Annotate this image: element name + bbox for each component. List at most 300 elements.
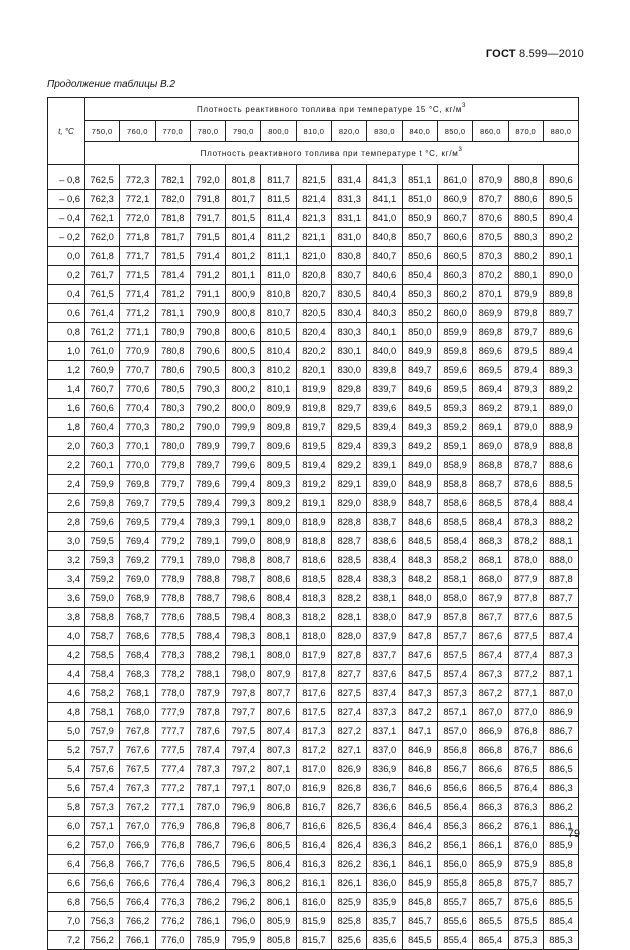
density-cell: 887,4 <box>543 627 578 646</box>
density-cell: 770,7 <box>120 361 155 380</box>
density-cell: 846,6 <box>402 779 437 798</box>
density-cell: 818,9 <box>296 513 331 532</box>
temperature-cell: 5,6 <box>48 779 85 798</box>
density-cell: 859,3 <box>437 399 472 418</box>
density-cell: 771,5 <box>120 266 155 285</box>
density-cell: 890,0 <box>543 266 578 285</box>
density-cell: 840,0 <box>367 342 402 361</box>
density-cell: 788,7 <box>190 589 225 608</box>
density-cell: 858,0 <box>437 589 472 608</box>
density-cell: 762,5 <box>85 165 120 190</box>
density-cell: 838,3 <box>367 570 402 589</box>
density-cell: 789,4 <box>190 494 225 513</box>
density-cell: 890,5 <box>543 190 578 209</box>
density-cell: 779,5 <box>155 494 190 513</box>
density-cell: 807,0 <box>261 779 296 798</box>
density-cell: 828,2 <box>332 589 367 608</box>
density-cell: 850,2 <box>402 304 437 323</box>
density-cell: 777,7 <box>155 722 190 741</box>
density-cell: 819,7 <box>296 418 331 437</box>
density-cell: 779,8 <box>155 456 190 475</box>
density-cell: 875,6 <box>508 893 543 912</box>
density-cell: 818,8 <box>296 532 331 551</box>
density-cell: 860,9 <box>437 190 472 209</box>
density-cell: 798,8 <box>226 551 261 570</box>
density-cell: 787,4 <box>190 741 225 760</box>
density-cell: 817,8 <box>296 665 331 684</box>
density-cell: 810,2 <box>261 361 296 380</box>
density-cell: 825,6 <box>332 931 367 950</box>
density-cell: 876,3 <box>508 798 543 817</box>
density-cell: 792,0 <box>190 165 225 190</box>
density-cell: 849,0 <box>402 456 437 475</box>
density-cell: 806,1 <box>261 893 296 912</box>
density-cell: 781,2 <box>155 285 190 304</box>
density-cell: 840,1 <box>367 323 402 342</box>
density-cell: 870,9 <box>473 165 508 190</box>
density-cell: 796,5 <box>226 855 261 874</box>
density-cell: 811,4 <box>261 209 296 228</box>
density-cell: 816,4 <box>296 836 331 855</box>
density-cell: 809,8 <box>261 418 296 437</box>
density-cell: 868,1 <box>473 551 508 570</box>
density-cell: 776,4 <box>155 874 190 893</box>
table-row <box>48 608 579 627</box>
density-cell: 776,3 <box>155 893 190 912</box>
density-cell: 811,0 <box>261 266 296 285</box>
density-cell: 759,3 <box>85 551 120 570</box>
density-cell: 757,9 <box>85 722 120 741</box>
density-cell: 828,0 <box>332 627 367 646</box>
density-cell: 809,2 <box>261 494 296 513</box>
density-cell: 767,5 <box>120 760 155 779</box>
density-cell: 845,9 <box>402 874 437 893</box>
standard-header <box>486 48 584 60</box>
density-cell: 849,6 <box>402 380 437 399</box>
density-cell: 859,2 <box>437 418 472 437</box>
table-row <box>48 380 579 399</box>
density-cell: 821,5 <box>296 165 331 190</box>
density-cell: 787,9 <box>190 684 225 703</box>
density-cell: 759,9 <box>85 475 120 494</box>
table-row <box>48 165 579 190</box>
density-cell: 787,3 <box>190 760 225 779</box>
density-cell: 840,6 <box>367 266 402 285</box>
density-cell: 809,9 <box>261 399 296 418</box>
density-cell: 791,5 <box>190 228 225 247</box>
table-row <box>48 494 579 513</box>
table-row <box>48 475 579 494</box>
density-cell: 856,0 <box>437 855 472 874</box>
density-cell: 769,4 <box>120 532 155 551</box>
density-cell: 885,3 <box>543 931 578 950</box>
density-cell: 841,0 <box>367 209 402 228</box>
density-cell: 789,9 <box>190 437 225 456</box>
temperature-cell: 3,8 <box>48 608 85 627</box>
density-cell: 789,0 <box>190 551 225 570</box>
density-cell: 828,5 <box>332 551 367 570</box>
density-cell: 850,7 <box>402 228 437 247</box>
density-cell: 887,1 <box>543 665 578 684</box>
density-cell: 780,2 <box>155 418 190 437</box>
density-cell: 786,4 <box>190 874 225 893</box>
density-cell: 756,3 <box>85 912 120 931</box>
density-cell: 870,6 <box>473 209 508 228</box>
density-cell: 757,4 <box>85 779 120 798</box>
density-cell: 770,4 <box>120 399 155 418</box>
density-cell: 847,8 <box>402 627 437 646</box>
density-cell: 836,9 <box>367 760 402 779</box>
density-cell: 766,9 <box>120 836 155 855</box>
density-cell: 836,3 <box>367 836 402 855</box>
temperature-cell: 1,8 <box>48 418 85 437</box>
density-cell: 850,3 <box>402 285 437 304</box>
table-row <box>48 456 579 475</box>
density-cell: 809,5 <box>261 456 296 475</box>
density-cell: 781,7 <box>155 228 190 247</box>
density-cell: 869,5 <box>473 361 508 380</box>
temperature-cell: 6,4 <box>48 855 85 874</box>
density-cell: 816,3 <box>296 855 331 874</box>
density-cell: 768,4 <box>120 646 155 665</box>
density-cell: 788,8 <box>190 570 225 589</box>
density-cell: 879,3 <box>508 380 543 399</box>
density-cell: 851,1 <box>402 165 437 190</box>
table-row <box>48 741 579 760</box>
density-cell: 767,8 <box>120 722 155 741</box>
density-cell: 857,7 <box>437 627 472 646</box>
density-cell: 759,6 <box>85 513 120 532</box>
density-cell: 770,6 <box>120 380 155 399</box>
density-cell: 786,7 <box>190 836 225 855</box>
density-cell: 760,4 <box>85 418 120 437</box>
density-cell: 827,1 <box>332 741 367 760</box>
table-row <box>48 855 579 874</box>
density-cell: 801,7 <box>226 190 261 209</box>
density-15-value: 810,0 <box>296 121 331 142</box>
density-cell: 841,3 <box>367 165 402 190</box>
density-cell: 817,6 <box>296 684 331 703</box>
table-row <box>48 570 579 589</box>
density-cell: 848,3 <box>402 551 437 570</box>
table-row <box>48 931 579 950</box>
density-cell: 806,8 <box>261 798 296 817</box>
density-cell: 757,3 <box>85 798 120 817</box>
density-cell: 836,1 <box>367 855 402 874</box>
density-cell: 820,2 <box>296 342 331 361</box>
density-cell: 877,6 <box>508 608 543 627</box>
density-cell: 796,6 <box>226 836 261 855</box>
density-cell: 867,0 <box>473 703 508 722</box>
density-15-value: 860,0 <box>473 121 508 142</box>
density-cell: 800,6 <box>226 323 261 342</box>
density-cell: 810,1 <box>261 380 296 399</box>
density-cell: 760,6 <box>85 399 120 418</box>
density-cell: 876,0 <box>508 836 543 855</box>
density-cell: 761,0 <box>85 342 120 361</box>
density-cell: 856,8 <box>437 741 472 760</box>
density-cell: 798,6 <box>226 589 261 608</box>
density-cell: 797,7 <box>226 703 261 722</box>
density-cell: 827,5 <box>332 684 367 703</box>
density-cell: 818,3 <box>296 589 331 608</box>
density-cell: 831,3 <box>332 190 367 209</box>
density-cell: 809,6 <box>261 437 296 456</box>
density-cell: 849,7 <box>402 361 437 380</box>
density-cell: 780,9 <box>155 323 190 342</box>
density-cell: 786,1 <box>190 912 225 931</box>
density-cell: 859,1 <box>437 437 472 456</box>
density-cell: 857,1 <box>437 703 472 722</box>
density-cell: 858,2 <box>437 551 472 570</box>
density-cell: 888,9 <box>543 418 578 437</box>
density-cell: 827,7 <box>332 665 367 684</box>
density-cell: 788,2 <box>190 646 225 665</box>
density-cell: 838,1 <box>367 589 402 608</box>
density-cell: 787,8 <box>190 703 225 722</box>
density-15-value: 800,0 <box>261 121 296 142</box>
density-15-value: 830,0 <box>367 121 402 142</box>
table-row <box>48 285 579 304</box>
density-cell: 837,3 <box>367 703 402 722</box>
density-cell: 867,6 <box>473 627 508 646</box>
table-row <box>48 874 579 893</box>
density-cell: 789,7 <box>190 456 225 475</box>
temperature-cell: 2,8 <box>48 513 85 532</box>
density-cell: 845,7 <box>402 912 437 931</box>
density-cell: 809,0 <box>261 513 296 532</box>
density-15-value: 750,0 <box>85 121 120 142</box>
density-cell: 888,4 <box>543 494 578 513</box>
density-cell: 816,6 <box>296 817 331 836</box>
density-cell: 829,2 <box>332 456 367 475</box>
density-cell: 770,0 <box>120 456 155 475</box>
density-cell: 865,4 <box>473 931 508 950</box>
density-cell: 870,7 <box>473 190 508 209</box>
density-cell: 877,2 <box>508 665 543 684</box>
density-cell: 850,4 <box>402 266 437 285</box>
density-cell: 837,0 <box>367 741 402 760</box>
density-cell: 845,5 <box>402 931 437 950</box>
density-cell: 758,7 <box>85 627 120 646</box>
density-15-value: 820,0 <box>332 121 367 142</box>
density-cell: 820,1 <box>296 361 331 380</box>
density-cell: 759,8 <box>85 494 120 513</box>
density-cell: 826,4 <box>332 836 367 855</box>
standard-code: ГОСТ <box>485 48 516 60</box>
density-cell: 828,8 <box>332 513 367 532</box>
density-cell: 887,7 <box>543 589 578 608</box>
density-cell: 772,1 <box>120 190 155 209</box>
density-cell: 887,5 <box>543 608 578 627</box>
density-cell: 778,6 <box>155 608 190 627</box>
density-cell: 835,6 <box>367 931 402 950</box>
density-cell: 828,1 <box>332 608 367 627</box>
density-cell: 758,4 <box>85 665 120 684</box>
density-cell: 818,2 <box>296 608 331 627</box>
density-cell: 825,8 <box>332 912 367 931</box>
density-cell: 869,2 <box>473 399 508 418</box>
density-cell: 787,0 <box>190 798 225 817</box>
density-cell: 808,1 <box>261 627 296 646</box>
temperature-cell: 0,8 <box>48 323 85 342</box>
density-cell: 777,9 <box>155 703 190 722</box>
density-cell: 866,8 <box>473 741 508 760</box>
density-cell: 846,2 <box>402 836 437 855</box>
density-cell: 826,1 <box>332 874 367 893</box>
density-cell: 780,8 <box>155 342 190 361</box>
temperature-cell: 3,2 <box>48 551 85 570</box>
table-row <box>48 418 579 437</box>
density-cell: 808,3 <box>261 608 296 627</box>
temperature-cell: 0,4 <box>48 285 85 304</box>
density-cell: 857,4 <box>437 665 472 684</box>
table-row <box>48 209 579 228</box>
density-cell: 880,6 <box>508 190 543 209</box>
density-cell: 819,4 <box>296 456 331 475</box>
density-cell: 848,5 <box>402 532 437 551</box>
density-cell: 836,0 <box>367 874 402 893</box>
density-cell: 876,4 <box>508 779 543 798</box>
density-cell: 830,7 <box>332 266 367 285</box>
density-cell: 808,6 <box>261 570 296 589</box>
density-cell: 770,3 <box>120 418 155 437</box>
density-cell: 821,1 <box>296 228 331 247</box>
density-cell: 778,5 <box>155 627 190 646</box>
density-cell: 769,8 <box>120 475 155 494</box>
density-cell: 836,4 <box>367 817 402 836</box>
density-cell: 771,4 <box>120 285 155 304</box>
density-cell: 798,7 <box>226 570 261 589</box>
density-cell: 846,1 <box>402 855 437 874</box>
density-cell: 779,2 <box>155 532 190 551</box>
temperature-cell: 1,6 <box>48 399 85 418</box>
temperature-cell: 2,0 <box>48 437 85 456</box>
density-15-value: 760,0 <box>120 121 155 142</box>
temperature-cell: 6,8 <box>48 893 85 912</box>
table-row <box>48 627 579 646</box>
density-cell: 761,2 <box>85 323 120 342</box>
density-cell: 880,3 <box>508 228 543 247</box>
table-row <box>48 247 579 266</box>
density-cell: 860,7 <box>437 209 472 228</box>
density-cell: 781,1 <box>155 304 190 323</box>
density-cell: 865,9 <box>473 855 508 874</box>
density-cell: 849,3 <box>402 418 437 437</box>
density-cell: 810,8 <box>261 285 296 304</box>
table-row <box>48 684 579 703</box>
density-cell: 879,9 <box>508 285 543 304</box>
density-cell: 867,4 <box>473 646 508 665</box>
density-cell: 800,5 <box>226 342 261 361</box>
density-cell: 887,3 <box>543 646 578 665</box>
temperature-cell: 2,6 <box>48 494 85 513</box>
density-cell: 811,1 <box>261 247 296 266</box>
density-cell: 819,5 <box>296 437 331 456</box>
table-row <box>48 798 579 817</box>
density-cell: 827,8 <box>332 646 367 665</box>
density-cell: 826,7 <box>332 798 367 817</box>
density-cell: 830,5 <box>332 285 367 304</box>
density-cell: 799,1 <box>226 513 261 532</box>
density-cell: 867,3 <box>473 665 508 684</box>
density-cell: 850,0 <box>402 323 437 342</box>
density-cell: 889,2 <box>543 380 578 399</box>
density-cell: 868,7 <box>473 475 508 494</box>
density-cell: 816,0 <box>296 893 331 912</box>
density-cell: 837,7 <box>367 646 402 665</box>
density-cell: 858,9 <box>437 456 472 475</box>
temperature-cell: – 0,4 <box>48 209 85 228</box>
temperature-cell: 4,8 <box>48 703 85 722</box>
density-cell: 811,2 <box>261 228 296 247</box>
density-cell: 817,3 <box>296 722 331 741</box>
density-cell: 810,5 <box>261 323 296 342</box>
density-cell: 857,3 <box>437 684 472 703</box>
density-cell: 856,6 <box>437 779 472 798</box>
density-cell: 791,1 <box>190 285 225 304</box>
temperature-cell: 5,4 <box>48 760 85 779</box>
density-cell: 867,7 <box>473 608 508 627</box>
density-cell: 860,2 <box>437 285 472 304</box>
density-cell: 758,1 <box>85 703 120 722</box>
density-cell: 829,4 <box>332 437 367 456</box>
density-cell: 880,8 <box>508 165 543 190</box>
density-cell: 795,9 <box>226 931 261 950</box>
density-cell: 817,0 <box>296 760 331 779</box>
density-cell: 782,1 <box>155 165 190 190</box>
density-15-value: 780,0 <box>190 121 225 142</box>
density-cell: 886,2 <box>543 798 578 817</box>
density-cell: 791,4 <box>190 247 225 266</box>
density-cell: 776,6 <box>155 855 190 874</box>
density-cell: 839,3 <box>367 437 402 456</box>
density-cell: 800,2 <box>226 380 261 399</box>
density-cell: 837,9 <box>367 627 402 646</box>
density-cell: 839,7 <box>367 380 402 399</box>
temperature-cell: 0,0 <box>48 247 85 266</box>
density-cell: 886,7 <box>543 722 578 741</box>
density-cell: 831,0 <box>332 228 367 247</box>
density-cell: 807,4 <box>261 722 296 741</box>
density-cell: 760,3 <box>85 437 120 456</box>
density-cell: 759,2 <box>85 570 120 589</box>
density-cell: 830,4 <box>332 304 367 323</box>
density-cell: 879,7 <box>508 323 543 342</box>
density-cell: 866,6 <box>473 760 508 779</box>
density-cell: 766,6 <box>120 874 155 893</box>
density-cell: 808,7 <box>261 551 296 570</box>
density-cell: 858,6 <box>437 494 472 513</box>
density-cell: 809,3 <box>261 475 296 494</box>
density-cell: 780,0 <box>155 437 190 456</box>
table-row <box>48 912 579 931</box>
density-cell: 865,8 <box>473 874 508 893</box>
temperature-cell: 6,2 <box>48 836 85 855</box>
density-cell: 800,3 <box>226 361 261 380</box>
density-cell: 847,6 <box>402 646 437 665</box>
density-15-value: 870,0 <box>508 121 543 142</box>
density-cell: 769,5 <box>120 513 155 532</box>
density-cell: 770,1 <box>120 437 155 456</box>
density-cell: 838,9 <box>367 494 402 513</box>
density-15-value: 770,0 <box>155 121 190 142</box>
density-cell: 785,9 <box>190 931 225 950</box>
density-cell: 827,4 <box>332 703 367 722</box>
density-cell: 786,5 <box>190 855 225 874</box>
density-at-t-header: Плотность реактивного топлива при температуре t °С, $кг/м^3$ <box>85 142 579 165</box>
density-table <box>47 97 579 950</box>
